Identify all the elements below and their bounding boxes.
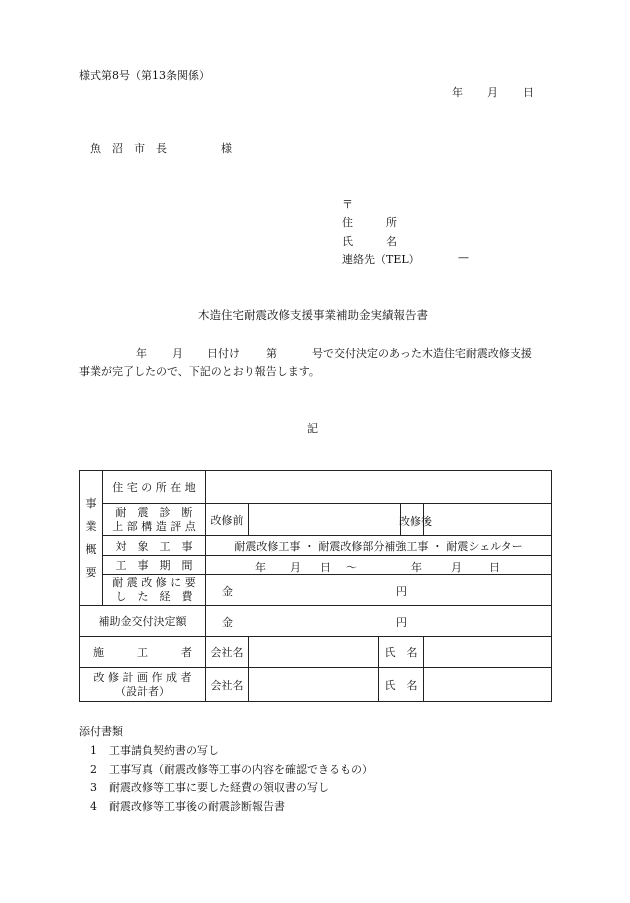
after-label: 改修後 [399, 515, 432, 528]
subsidy-yen: 円 [396, 616, 407, 629]
location-value-cell [206, 471, 552, 504]
row-label-period: 工 事 期 間 [103, 556, 206, 575]
after-value-cell [424, 504, 552, 536]
row-label-diagnosis: 耐 震 診 断 上 部 構 造 評 点 [103, 504, 206, 536]
contractor-person-label: 氏 名 [379, 637, 424, 668]
attachments-heading: 添付書類 [79, 725, 123, 738]
period-end-day: 日 [489, 561, 500, 574]
period-start-day: 日 [320, 561, 331, 574]
contractor-company-label: 会社名 [206, 637, 249, 668]
list-item: 4 耐震改修等工事後の耐震診断報告書 [90, 800, 285, 813]
period-tilde: ～ [346, 561, 357, 574]
name-label: 氏 名 [342, 235, 397, 248]
period-value-cell [206, 556, 552, 575]
planner-person-value [424, 668, 552, 702]
subsidy-kin: 金 [222, 616, 233, 629]
side-label-business-summary: 事 業 概 要 [80, 471, 103, 606]
row-label-target: 対 象 工 事 [103, 536, 206, 556]
ki-mark: 記 [307, 422, 318, 435]
row-label-location: 住 宅 の 所 在 地 [103, 471, 206, 504]
body-year: 年 [136, 347, 147, 360]
subsidy-value-cell [206, 606, 552, 637]
list-item: 3 耐震改修等工事に要した経費の領収書の写し [90, 781, 329, 794]
before-label: 改修前 [206, 504, 249, 536]
contact-dash: — [458, 251, 469, 264]
planner-company-value [249, 668, 379, 702]
addressee-honorific: 様 [221, 142, 232, 155]
date-year: 年 [452, 86, 463, 99]
cost-kin: 金 [222, 585, 233, 598]
postal-mark: 〒 [342, 198, 353, 211]
list-item: 1 工事請負契約書の写し [90, 744, 219, 757]
planner-company-label: 会社名 [206, 668, 249, 702]
form-number: 様式第8号（第13条関係） [79, 69, 210, 82]
row-label-subsidy: 補助金交付決定額 [80, 606, 206, 637]
body-month: 月 [172, 347, 183, 360]
addressee-mayor: 魚 沼 市 長 [90, 142, 167, 155]
address-label: 住 所 [342, 216, 397, 229]
date-month: 月 [487, 86, 498, 99]
cost-value-cell [206, 575, 552, 606]
period-start-month: 月 [290, 561, 301, 574]
report-form-table [79, 470, 552, 702]
cost-yen: 円 [396, 585, 407, 598]
contractor-company-value [249, 637, 379, 668]
row-label-contractor: 施 工 者 [80, 637, 206, 668]
target-options: 耐震改修工事 ・ 耐震改修部分補強工事 ・ 耐震シェルター [206, 536, 552, 556]
row-label-planner: 改 修 計 画 作 成 者 （設計者） [80, 668, 206, 702]
date-day: 日 [523, 86, 534, 99]
contractor-person-value [424, 637, 552, 668]
body-day-dated: 日付け [207, 347, 240, 360]
body-number-prefix: 第 [266, 347, 277, 360]
body-line2: 事業が完了したので、下記のとおり報告します。 [79, 365, 320, 378]
period-end-year: 年 [411, 561, 422, 574]
list-item: 2 工事写真（耐震改修等工事の内容を確認できるもの） [90, 763, 373, 776]
period-start-year: 年 [255, 561, 266, 574]
before-value-cell [249, 504, 401, 536]
document-title: 木造住宅耐震改修支援事業補助金実績報告書 [198, 308, 428, 322]
planner-person-label: 氏 名 [379, 668, 424, 702]
period-end-month: 月 [451, 561, 462, 574]
row-label-cost: 耐 震 改 修 に 要 し た 経 費 [103, 575, 206, 606]
body-line1-rest: 号で交付決定のあった木造住宅耐震改修支援 [312, 347, 532, 360]
contact-label: 連絡先（TEL） [342, 253, 420, 266]
